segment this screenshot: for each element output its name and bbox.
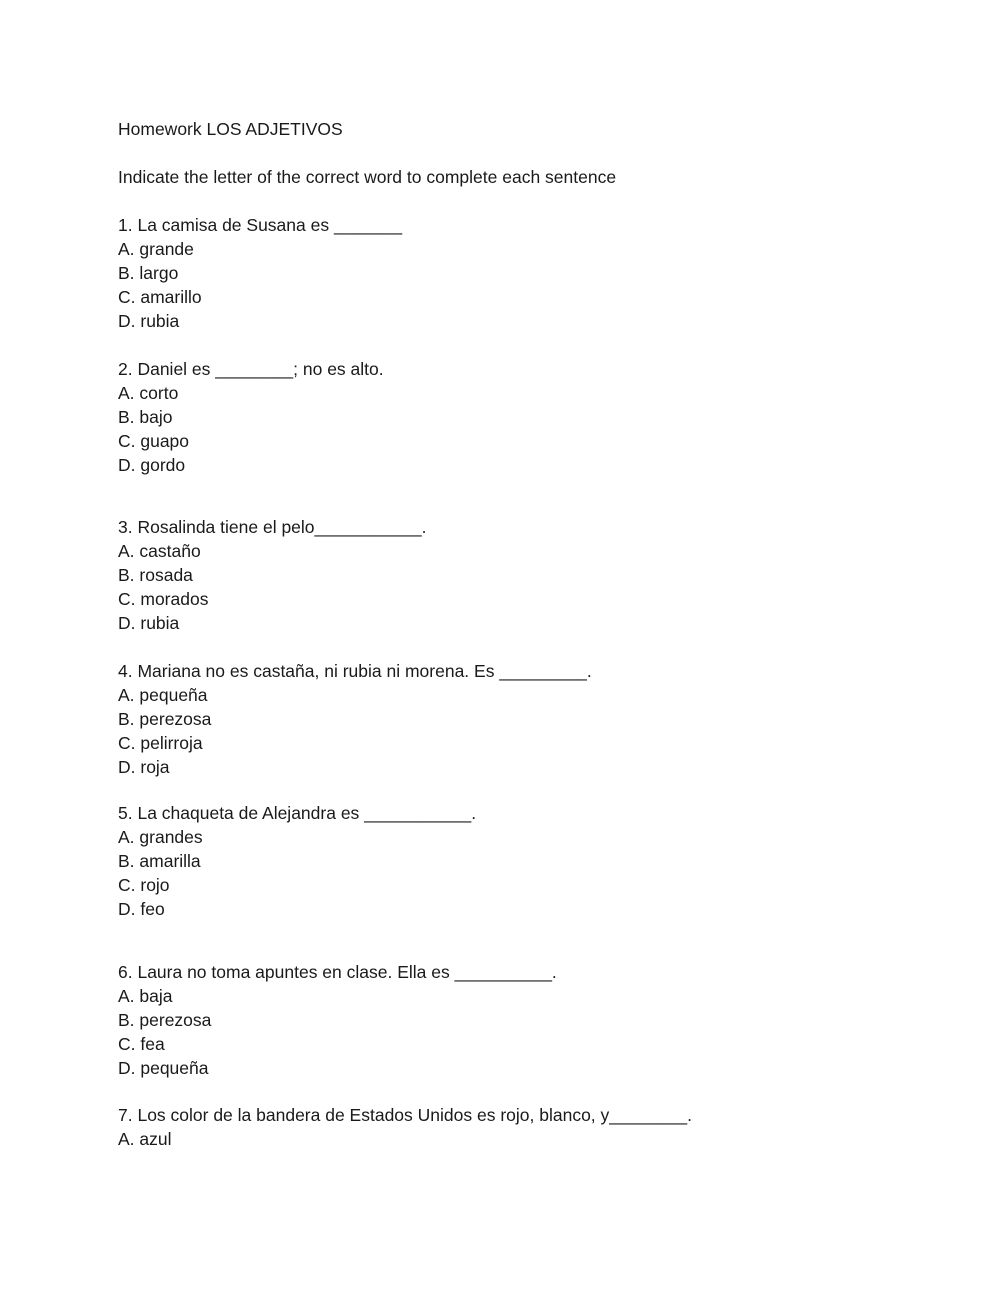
answer-option: D. rubia xyxy=(118,311,180,331)
answer-option: D. gordo xyxy=(118,455,186,475)
answer-option: A. castaño xyxy=(118,541,201,561)
question-prompt: 6. Laura no toma apuntes en clase. Ella es __________. xyxy=(118,962,557,982)
question-prompt: 1. La camisa de Susana es _______ xyxy=(118,215,403,235)
answer-option: D. rubia xyxy=(118,613,180,633)
answer-option: A. azul xyxy=(118,1129,172,1149)
question-prompt: 3. Rosalinda tiene el pelo___________. xyxy=(118,517,427,537)
question-prompt: 7. Los color de la bandera de Estados Unidos es rojo, blanco, y________. xyxy=(118,1105,692,1125)
answer-option: C. rojo xyxy=(118,875,170,895)
answer-option: D. roja xyxy=(118,757,170,777)
answer-option: C. guapo xyxy=(118,431,190,451)
answer-option: A. pequeña xyxy=(118,685,208,705)
question-prompt: 2. Daniel es ________; no es alto. xyxy=(118,359,384,379)
answer-option: A. grande xyxy=(118,239,194,259)
answer-option: D. pequeña xyxy=(118,1058,209,1078)
answer-option: A. grandes xyxy=(118,827,203,847)
answer-option: B. amarilla xyxy=(118,851,201,871)
answer-option: C. fea xyxy=(118,1034,165,1054)
instructions: Indicate the letter of the correct word to complete each sentence xyxy=(118,167,617,187)
answer-option: B. bajo xyxy=(118,407,173,427)
question-prompt: 4. Mariana no es castaña, ni rubia ni morena. Es _________. xyxy=(118,661,592,681)
answer-option: B. largo xyxy=(118,263,179,283)
answer-option: C. pelirroja xyxy=(118,733,203,753)
answer-option: B. perezosa xyxy=(118,1010,212,1030)
answer-option: B. perezosa xyxy=(118,709,212,729)
question-prompt: 5. La chaqueta de Alejandra es ___________. xyxy=(118,803,477,823)
answer-option: A. baja xyxy=(118,986,173,1006)
answer-option: B. rosada xyxy=(118,565,193,585)
document-title: Homework LOS ADJETIVOS xyxy=(118,119,343,139)
answer-option: C. amarillo xyxy=(118,287,202,307)
answer-option: D. feo xyxy=(118,899,165,919)
answer-option: A. corto xyxy=(118,383,179,403)
answer-option: C. morados xyxy=(118,589,209,609)
